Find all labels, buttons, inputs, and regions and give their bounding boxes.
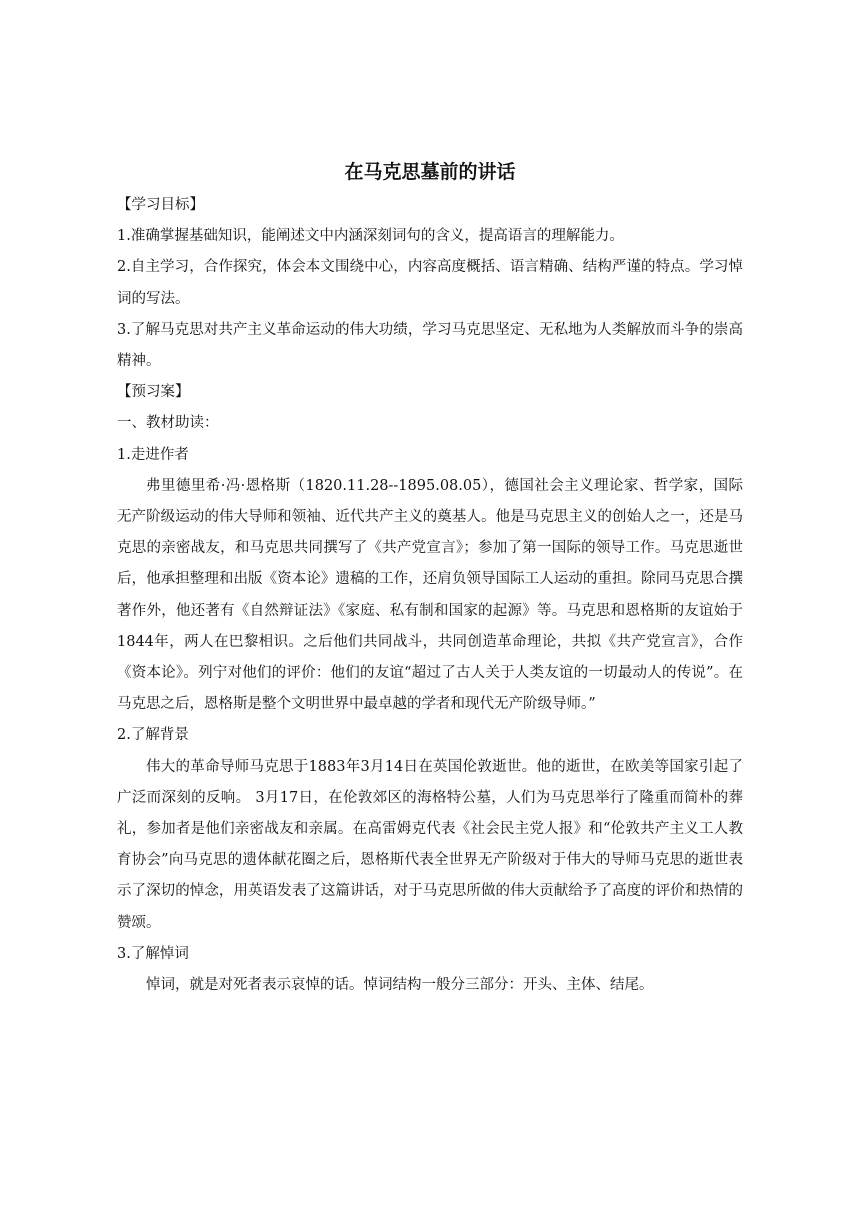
goal-item-1: 1.准确掌握基础知识，能阐述文中内涵深刻词句的含义，提高语言的理解能力。: [117, 228, 624, 245]
section-heading-learning-goals: 【学习目标】: [117, 197, 204, 213]
subheading-background: 2.了解背景: [117, 727, 189, 744]
page-title: 在马克思墓前的讲话: [344, 161, 516, 183]
subheading-about-author: 1.走进作者: [117, 446, 189, 463]
paragraph-author-bio: 弗里德里希·冯·恩格斯（1820.11.28--1895.08.05），德国社会主义理论家、哲学家，国际无产阶级运动的伟大导师和领袖、近代共产主义的奠基人。他是马克思主义的创始人之一，还是马克思的亲密战友，和马克思共同撰写了《共产党宣言》；参加了第一国际的领导工作。马克思逝世后，他承担整理和出版《资本论》遗稿的工作，还肩负领导国际工人运动的重担。除同马克思合撰著作外，他还著有《自然辩证法》《家庭、私有制和国家的起源》等。马克思和恩格斯的友谊始于1844年，两人在巴黎相识。之后他们共同战斗，共同创造革命理论，共拟《共产党宣言》，合作《资本论》。列宁对他们的评价：他们的友谊“超过了古人关于人类友谊的一切最动人的传说”。在马克思之后，恩格斯是整个文明世界中最卓越的学者和现代无产阶级导师。”: [117, 477, 743, 713]
goal-item-3: 3.了解马克思对共产主义革命运动的伟大功绩，学习马克思坚定、无私地为人类解放而斗争的崇高精神。: [117, 321, 743, 370]
section-heading-preview: 【预习案】: [117, 384, 190, 401]
paragraph-eulogy: 悼词，就是对死者表示哀悼的话。悼词结构一般分三部分：开头、主体、结尾。: [146, 977, 654, 994]
paragraph-background: 伟大的革命导师马克思于1883年3月14日在英国伦敦逝世。他的逝世，在欧美等国家引起了广泛而深刻的反响。 3月17日，在伦敦郊区的海格特公墓，人们为马克思举行了隆重而简朴的葬礼，参加者是他们亲密战友和亲属。在高雷姆克代表《社会民主党人报》和“伦敦共产主义工人教育协会”向马克思的遗体献花圈之后，恩格斯代表全世界无产阶级对于伟大的导师马克思的逝世表示了深切的悼念，用英语发表了这篇讲话，对于马克思所做的伟大贡献给予了高度的评价和热情的赞颂。: [117, 758, 743, 931]
goal-item-2: 2.自主学习，合作探究，体会本文围绕中心，内容高度概括、语言精确、结构严谨的特点。学习悼词的写法。: [117, 259, 743, 307]
subheading-eulogy: 3.了解悼词: [117, 945, 189, 962]
document-body: [117, 157, 743, 1001]
subheading-textbook-guide: 一、教材助读：: [117, 415, 219, 432]
